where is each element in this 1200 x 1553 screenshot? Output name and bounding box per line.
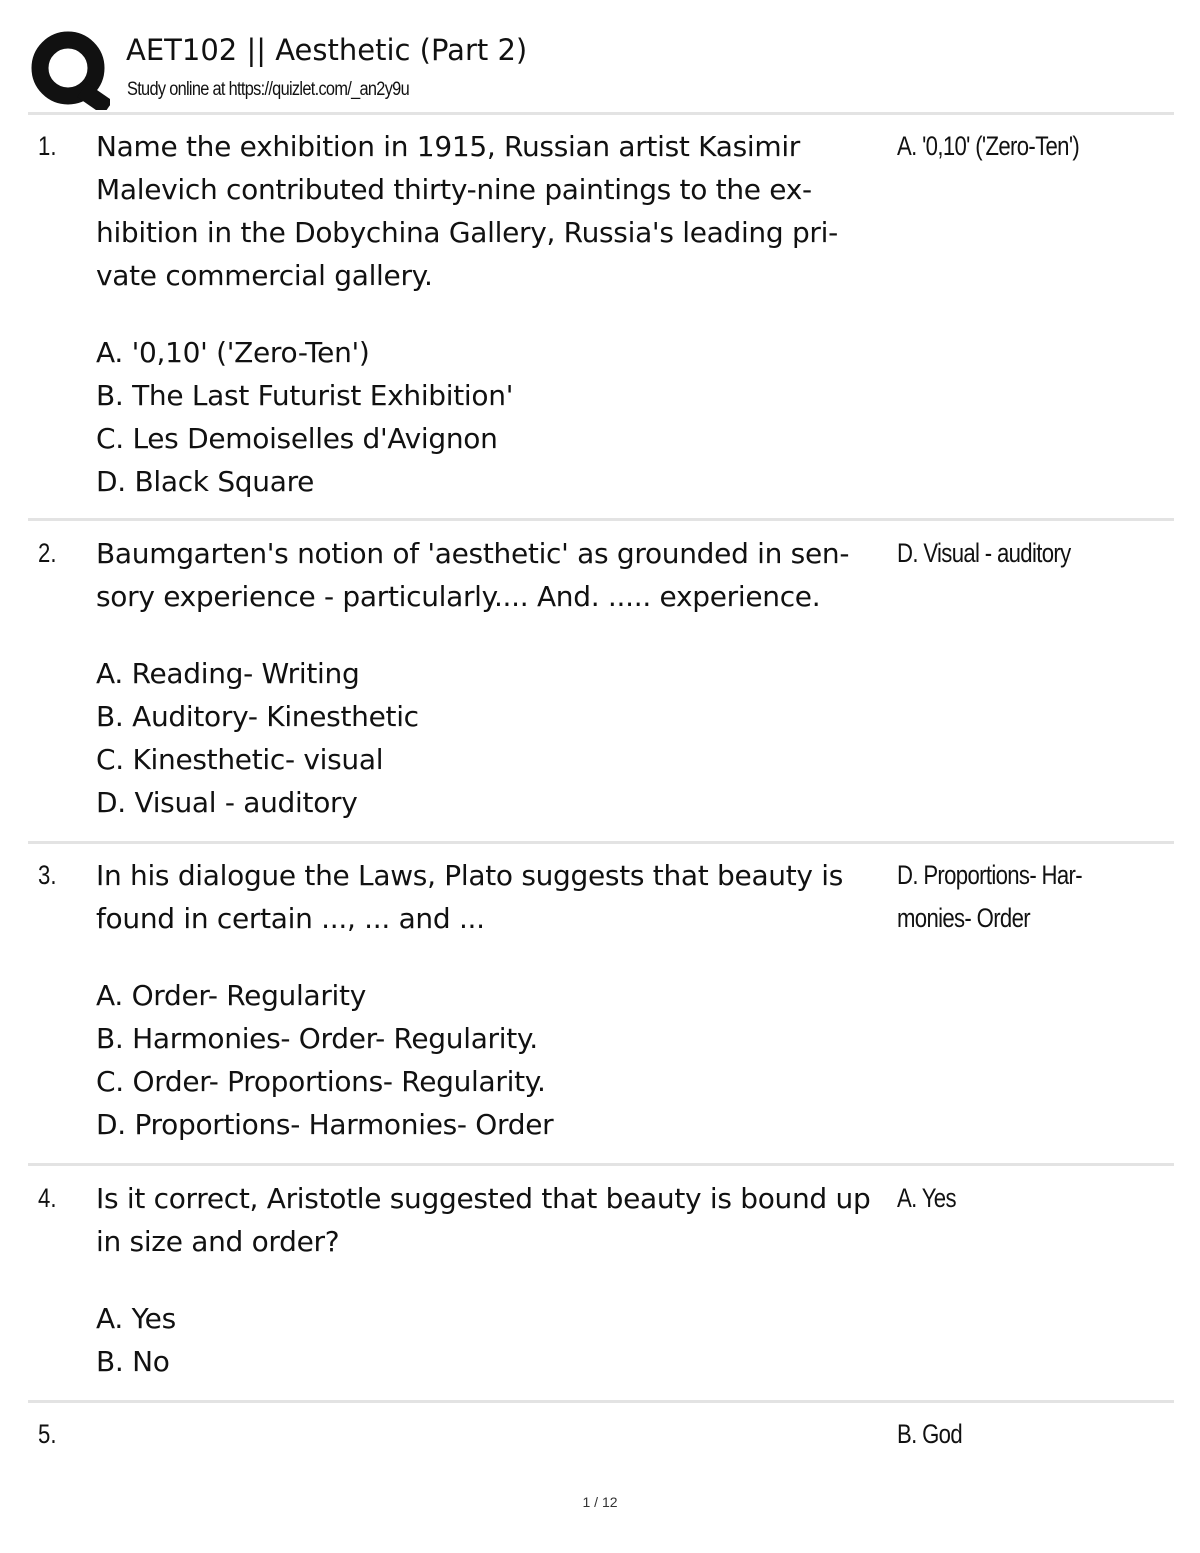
question-number: 1.: [38, 131, 57, 161]
option-item: A. Order- Regularity: [96, 979, 366, 1012]
page-number: 1 / 12: [582, 1494, 618, 1510]
answer-text: A. Yes: [897, 1183, 956, 1213]
answer-text: A. '0,10' ('Zero-Ten'): [897, 131, 1080, 161]
answer-text: D. Visual - auditory: [897, 538, 1071, 568]
option-list: [96, 974, 553, 1146]
option-item: B. Harmonies- Order- Regularity.: [96, 1022, 538, 1055]
divider: [28, 518, 1174, 521]
answer-text: B. God: [897, 1419, 962, 1449]
option-list: [96, 1297, 176, 1383]
divider: [28, 1163, 1174, 1166]
question-text: Baumgarten's notion of 'aesthetic' as grounded in sen- sory experience - particularly.... And. ..... experience.: [96, 537, 850, 613]
option-item: D. Visual - auditory: [96, 786, 358, 819]
answer-text: D. Proportions- Har- monies- Order: [897, 860, 1082, 933]
divider: [28, 841, 1174, 844]
option-item: B. The Last Futurist Exhibition': [96, 379, 514, 412]
page-header: [0, 0, 1200, 114]
document-subtitle: Study online at https://quizlet.com/_an2y9u: [127, 79, 409, 100]
question-text: In his dialogue the Laws, Plato suggests that beauty is found in certain ..., ... and ...: [96, 859, 844, 935]
divider: [28, 1400, 1174, 1403]
option-item: B. No: [96, 1345, 170, 1378]
option-item: C. Kinesthetic- visual: [96, 743, 384, 776]
document-title: AET102 || Aesthetic (Part 2): [126, 33, 528, 67]
option-item: D. Black Square: [96, 465, 315, 498]
quizlet-logo-icon: [30, 30, 110, 110]
question-number: 4.: [38, 1183, 57, 1213]
option-item: A. '0,10' ('Zero-Ten'): [96, 336, 370, 369]
option-item: B. Auditory- Kinesthetic: [96, 700, 419, 733]
question-text: Is it correct, Aristotle suggested that beauty is bound up in size and order?: [96, 1182, 871, 1258]
option-item: C. Les Demoiselles d'Avignon: [96, 422, 498, 455]
option-item: A. Reading- Writing: [96, 657, 360, 690]
option-item: A. Yes: [96, 1302, 176, 1335]
option-list: [96, 652, 419, 824]
question-number: 3.: [38, 860, 57, 890]
option-list: [96, 331, 513, 503]
question-number: 2.: [38, 538, 57, 568]
question-number: 5.: [38, 1419, 57, 1449]
option-item: D. Proportions- Harmonies- Order: [96, 1108, 554, 1141]
divider: [28, 112, 1174, 115]
question-text: Name the exhibition in 1915, Russian artist Kasimir Malevich contributed thirty-nine paintings to the ex- hibition in the Dobychina Gallery, Russia's leading pri- vate commercial gallery.: [96, 130, 838, 292]
option-item: C. Order- Proportions- Regularity.: [96, 1065, 546, 1098]
